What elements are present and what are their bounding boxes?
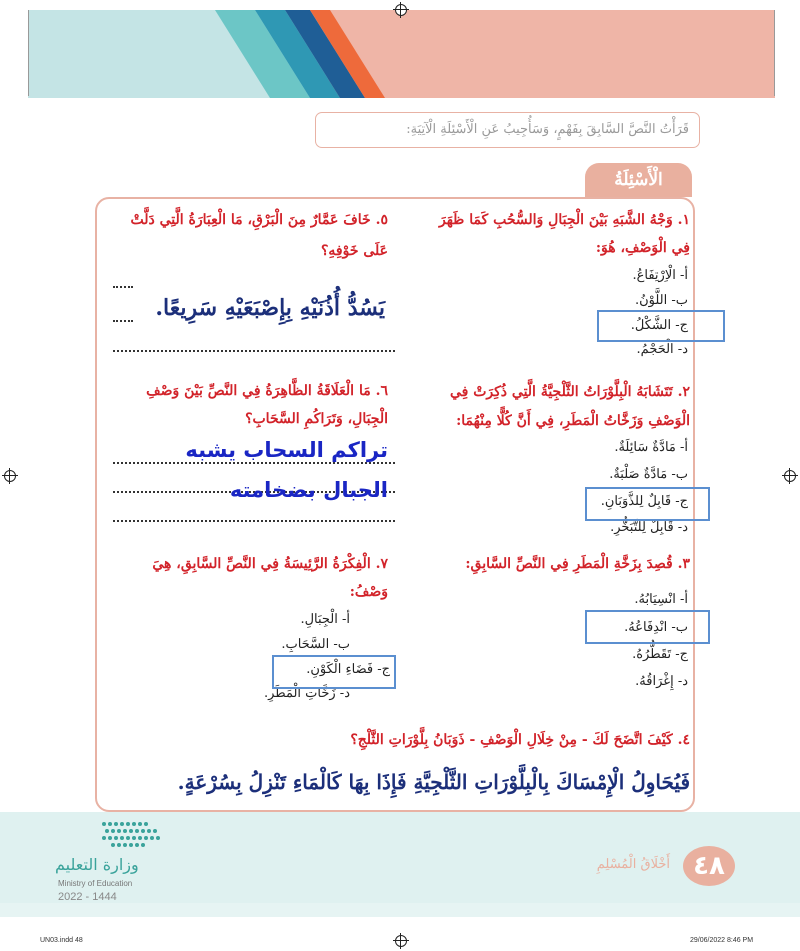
q1-option-c: ج- الشَّكْلُ. <box>630 318 688 333</box>
q3-selected-answer-box <box>585 610 710 644</box>
instruction-box <box>315 112 700 148</box>
footer-stripe <box>0 903 800 917</box>
q5-dots-lead <box>113 286 133 288</box>
ministry-name-arabic: وزارة التعليم <box>55 855 139 874</box>
header-diagonal-stripes <box>215 10 385 98</box>
q6-answer-line-1 <box>113 462 395 464</box>
q3-text: ٣. قُصِدَ بِزَخَّةِ الْمَطَرِ فِي النَّصِّ السَّابِقِ: <box>465 556 690 572</box>
q7-text-line1: ٧. الْفِكْرَةُ الرَّئِيسَةُ فِي النَّصِّ السَّابِقِ، هِيَ <box>152 556 388 572</box>
q2-selected-answer-box <box>585 487 710 521</box>
q5-text-line2: عَلَى خَوْفِهِ؟ <box>320 243 388 259</box>
q5-dots-tail <box>113 320 133 322</box>
q2-option-b: ب- مَادَّةٌ صَلْبَةٌ. <box>609 467 688 482</box>
q7-option-a: أ- الْجِبَالِ. <box>300 612 350 627</box>
registration-mark-right <box>784 470 796 482</box>
q1-option-a: أ- الْاِرْتِفَاعُ. <box>632 268 688 283</box>
course-name: أَخْلَاقُ الْمُسْلِمِ <box>596 857 670 872</box>
q6-answer-line1: تراكم السحاب يشبه <box>185 438 388 462</box>
edition-year: 2022 - 1444 <box>58 891 117 903</box>
q2-option-d: د- قَابِلٌ لِلتَّبَخُّرِ. <box>610 520 688 535</box>
q1-text-line2: فِي الْوَصْفِ، هُوَ: <box>595 240 690 256</box>
q1-selected-answer-box <box>597 310 725 342</box>
q5-text-line1: ٥. خَافَ عَمَّارٌ مِنَ الْبَرْقِ، مَا الْعِبَارَةُ الَّتِي دَلَّتْ <box>130 212 388 228</box>
slug-date: 29/06/2022 8:46 PM <box>690 937 754 944</box>
ministry-logo-icon <box>100 818 162 854</box>
page-number: ٤٨ <box>683 846 735 886</box>
q6-text-line1: ٦. مَا الْعَلَاقَةُ الظَّاهِرَةُ فِي النَّصِّ بَيْنَ وَصْفِ <box>146 383 388 399</box>
q3-option-b: ب- انْدِفَاعُهُ. <box>624 620 688 635</box>
crop-mark <box>774 10 775 96</box>
q6-answer-line-3 <box>113 520 395 522</box>
q2-text-line1: ٢. تَتَشَابَهُ الْبِلَّوْرَاتُ الثَّلْجِيَّةُ الَّتِي ذُكِرَتْ فِي <box>449 384 690 400</box>
q7-option-d: د- زَخَّاتِ الْمَطَرِ. <box>263 686 350 701</box>
instruction-text: قَرَأْتُ النَّصَّ السَّابِقَ بِفَهْمٍ، وَسَأُجِيبُ عَنِ الْأَسْئِلَةِ الْآتِيَةِ: <box>406 122 689 137</box>
q2-option-a: أ- مَادَّةٌ سَائِلَةٌ. <box>614 440 688 455</box>
q7-selected-answer-box <box>272 655 396 689</box>
q6-answer-line2: الجبال بضخامته <box>229 478 388 502</box>
slug-filename: UN03.indd 48 <box>40 937 83 944</box>
q5-answer-line <box>113 350 395 352</box>
q1-option-d: د- الْحَجْمُ. <box>636 342 688 357</box>
q3-option-a: أ- انْسِيَابُهُ. <box>634 592 688 607</box>
registration-mark-bottom <box>395 935 407 947</box>
q2-option-c: ج- قَابِلٌ لِلذَّوَبَانِ. <box>600 494 688 509</box>
q1-option-b: ب- اللَّوْنُ. <box>634 293 688 308</box>
ministry-name-english: Ministry of Education <box>58 879 133 888</box>
q4-text: ٤. كَيْفَ اتَّضَحَ لَكَ - مِنْ خِلَالِ الْوَصْفِ - ذَوَبَانُ بِلَّوْرَاتِ الثَّلْجِ؟ <box>350 732 690 748</box>
q3-option-d: د- إِغْرَاقُهُ. <box>635 674 688 689</box>
q3-option-c: ج- تَقَطُّرُهُ. <box>632 647 688 662</box>
q6-text-line2: الْجِبَالِ، وَتَرَاكُمِ السَّحَابِ؟ <box>245 411 388 427</box>
q2-text-line2: الْوَصْفِ وَزَخَّاتُ الْمَطَرِ، فِي أَنَّ كُلًّا مِنْهُمَا: <box>456 413 690 429</box>
registration-mark-left <box>4 470 16 482</box>
registration-mark-top <box>395 4 407 16</box>
q4-answer: فَيُحَاوِلُ الْإِمْسَاكَ بِالْبِلَّوْرَاتِ الثَّلْجِيَّةِ فَإِذَا بِهَا كَالْمَاءِ تَنْزِلُ بِسُرْعَةٍ. <box>177 770 690 794</box>
q1-text-line1: ١. وَجْهُ الشَّبَهِ بَيْنَ الْجِبَالِ وَالسُّحُبِ كَمَا ظَهَرَ <box>439 212 690 228</box>
q7-option-c: ج- فَضَاءِ الْكَوْنِ. <box>306 662 390 677</box>
crop-mark <box>28 10 29 96</box>
q7-option-b: ب- السَّحَابِ. <box>281 637 350 652</box>
section-title: الْأَسْئِلَةُ <box>585 163 692 197</box>
q5-answer: يَسُدُّ أُذُنَيْهِ بِإِصْبَعَيْهِ سَرِيعًا. <box>155 295 385 321</box>
q7-text-line2: وَصْفُ: <box>349 584 388 600</box>
